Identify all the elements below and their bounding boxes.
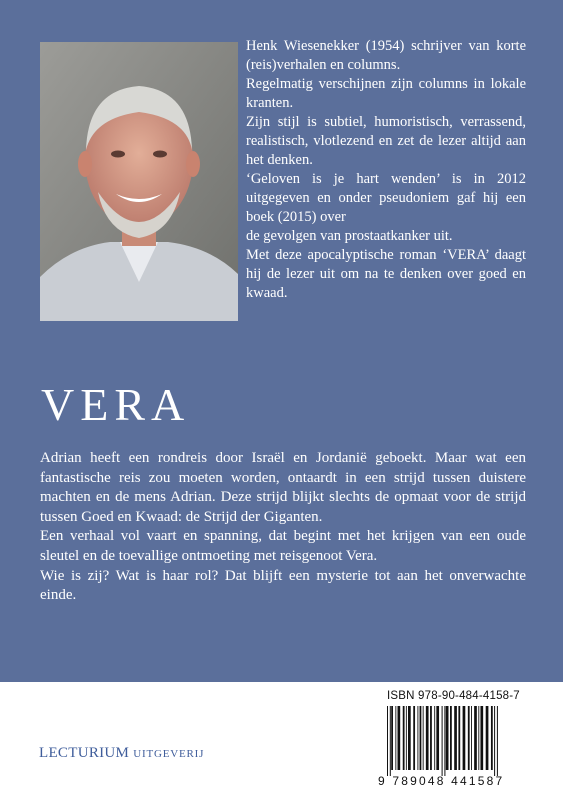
blurb-paragraph: Een verhaal vol vaart en spanning, dat begint met het krijgen van een oude sleutel en de toevallige ontmoeting met reisgenoot Vera. bbox=[40, 528, 526, 564]
barcode-bar bbox=[391, 706, 393, 770]
bio-paragraph: de gevolgen van prostaatkanker uit. bbox=[246, 228, 453, 244]
barcode-bar bbox=[468, 706, 470, 770]
blurb-paragraph: Wie is zij? Wat is haar rol? Dat blijft een mysterie tot aan het onverwachte einde. bbox=[40, 567, 526, 604]
barcode-bar bbox=[395, 706, 396, 770]
barcode-bar bbox=[426, 706, 429, 770]
barcode-bar bbox=[463, 706, 466, 770]
barcode-bar bbox=[494, 706, 495, 776]
bio-paragraph: Met deze apocalyptische roman ‘VERA’ daagt hij de lezer uit om na te denken over goed en kwaad. bbox=[246, 247, 526, 301]
barcode-bar bbox=[417, 706, 418, 770]
barcode bbox=[386, 706, 536, 776]
barcode-bar bbox=[442, 706, 443, 776]
bio-paragraph: ‘Geloven is je hart wenden’ is in 2012 uitgegeven en onder pseudoniem gaf hij een boek (2015) over bbox=[246, 171, 526, 225]
barcode-bar bbox=[471, 706, 472, 770]
author-photo bbox=[40, 42, 238, 321]
barcode-bar bbox=[403, 706, 405, 770]
barcode-bar bbox=[406, 706, 407, 770]
barcode-bar bbox=[486, 706, 489, 770]
author-bio bbox=[246, 37, 526, 303]
barcode-bar bbox=[408, 706, 411, 770]
barcode-bar bbox=[454, 706, 457, 770]
barcode-bar bbox=[434, 706, 435, 770]
book-title: VERA bbox=[41, 379, 191, 430]
barcode-digits: 9 789048 441587 bbox=[378, 774, 505, 788]
barcode-bar bbox=[387, 706, 388, 776]
barcode-bar bbox=[478, 706, 479, 770]
barcode-bar bbox=[423, 706, 424, 770]
blurb-paragraph: Adrian heeft een rondreis door Israël en Jordanië geboekt. Maar wat een fantastische reis zou moeten worden, ontaardt in een strijd tussen duistere machten en de mens Adrian. Deze strijd blijkt slechts de opmaat voor de strijd tussen Goed en Kwaad: de Strijd der Giganten. bbox=[40, 450, 526, 525]
barcode-bar bbox=[413, 706, 415, 770]
bio-paragraph: Regelmatig verschijnen zijn columns in lokale kranten. bbox=[246, 76, 526, 111]
bio-paragraph: Henk Wiesenekker (1954) schrijver van korte (reis)verhalen en columns. bbox=[246, 38, 526, 73]
barcode-bar bbox=[436, 706, 439, 770]
bio-paragraph: Zijn stijl is subtiel, humoristisch, verrassend, realistisch, vlotlezend en zet de lezer altijd aan het denken. bbox=[246, 114, 526, 168]
barcode-bar bbox=[398, 706, 401, 770]
barcode-bar bbox=[444, 706, 445, 776]
barcode-bar bbox=[474, 706, 477, 770]
barcode-bar bbox=[446, 706, 449, 770]
publisher-sub: UITGEVERIJ bbox=[133, 748, 205, 760]
barcode-bar bbox=[450, 706, 452, 770]
barcode-bar bbox=[390, 706, 391, 776]
barcode-bar bbox=[458, 706, 460, 770]
barcode-bar bbox=[420, 706, 422, 770]
isbn-label: ISBN 978-90-484-4158-7 bbox=[387, 690, 520, 702]
barcode-bar bbox=[430, 706, 432, 770]
book-blurb bbox=[40, 449, 526, 606]
barcode-bar bbox=[497, 706, 498, 776]
publisher-logo bbox=[39, 745, 204, 762]
barcode-bar bbox=[480, 706, 483, 770]
publisher-name: LECTURIUM bbox=[39, 745, 130, 761]
barcode-bar bbox=[491, 706, 493, 770]
